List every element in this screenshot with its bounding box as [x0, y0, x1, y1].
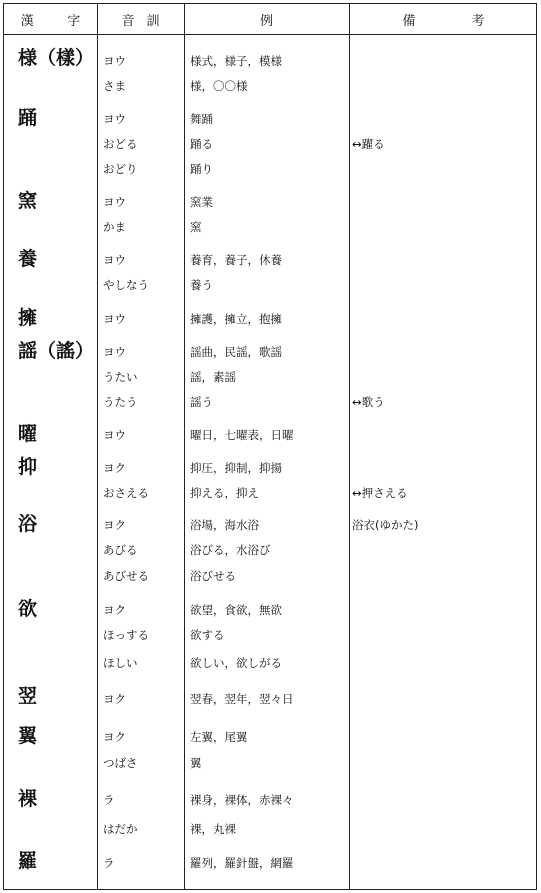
kanji-cell: 窯 — [18, 190, 38, 212]
header-kanji-char: 字 — [67, 13, 81, 29]
kanji-cell: 踊 — [18, 107, 38, 129]
example-cell: 浴びせる — [190, 569, 236, 583]
reading-cell: ラ — [103, 856, 115, 870]
header-notes — [349, 4, 538, 34]
reading-cell: つばさ — [103, 756, 138, 770]
reading-cell: ヨウ — [103, 253, 126, 267]
reading-cell: うたう — [103, 395, 138, 409]
header-example — [184, 4, 349, 34]
example-cell: 窯業 — [190, 195, 213, 209]
example-cell: 謡う — [190, 395, 213, 409]
reading-cell: うたい — [103, 370, 138, 384]
example-cell: 養う — [190, 278, 213, 292]
example-cell: 浴びる，水浴び — [190, 543, 271, 557]
reading-cell: ヨク — [103, 518, 126, 532]
example-cell: 欲する — [190, 628, 225, 642]
reading-cell: ラ — [103, 793, 115, 807]
example-cell: 擁護，擁立，抱擁 — [190, 312, 282, 326]
kanji-cell: 抑 — [18, 456, 38, 478]
header-reading — [97, 4, 184, 34]
reading-cell: ヨク — [103, 730, 126, 744]
reading-cell: おどり — [103, 162, 138, 176]
example-cell: 翌春，翌年，翌々日 — [190, 692, 294, 706]
header-notes-char: 備 — [402, 13, 416, 29]
reading-cell: はだか — [103, 822, 138, 836]
kanji-table — [3, 3, 537, 890]
example-cell: 窯 — [190, 220, 202, 234]
column-divider — [349, 4, 350, 889]
reading-cell: さま — [103, 79, 126, 93]
kanji-cell: 擁 — [18, 307, 38, 329]
reading-cell: あびせる — [103, 569, 149, 583]
example-cell: 翼 — [190, 756, 202, 770]
example-cell: 謡曲，民謡，歌謡 — [190, 345, 282, 359]
kanji-cell: 欲 — [18, 598, 38, 620]
reading-cell: ヨウ — [103, 345, 126, 359]
kanji-cell: 浴 — [18, 513, 38, 535]
column-divider — [97, 4, 98, 889]
reading-cell: ヨウ — [103, 195, 126, 209]
example-cell: 踊る — [190, 137, 213, 151]
example-cell: 左翼，尾翼 — [190, 730, 248, 744]
example-cell: 欲しい，欲しがる — [190, 656, 282, 670]
reading-cell: かま — [103, 220, 126, 234]
reading-cell: ヨク — [103, 603, 126, 617]
note-cell: ↔押さえる — [352, 486, 408, 500]
note-cell: 浴衣(ゆかた) — [352, 518, 419, 532]
example-cell: 裸身，裸体，赤裸々 — [190, 793, 294, 807]
reading-cell: あびる — [103, 543, 138, 557]
reading-cell: ヨク — [103, 692, 126, 706]
example-cell: 羅列，羅針盤，網羅 — [190, 856, 294, 870]
example-cell: 養育，養子，休養 — [190, 253, 282, 267]
reading-cell: ヨウ — [103, 312, 126, 326]
header-kanji — [4, 4, 97, 34]
kanji-cell: 翌 — [18, 685, 38, 707]
example-cell: 裸，丸裸 — [190, 822, 236, 836]
example-cell: 抑える，抑え — [190, 486, 259, 500]
example-cell: 欲望，食欲，無欲 — [190, 603, 282, 617]
example-cell: 踊り — [190, 162, 213, 176]
example-cell: 曜日，七曜表，日曜 — [190, 428, 294, 442]
example-cell: 謡，素謡 — [190, 370, 236, 384]
kanji-cell: 裸 — [18, 788, 38, 810]
kanji-cell: 養 — [18, 248, 38, 270]
kanji-cell: 様（樣） — [18, 47, 95, 69]
reading-cell: ほっする — [103, 628, 149, 642]
example-cell: 様式，様子，模様 — [190, 54, 282, 68]
reading-cell: ヨウ — [103, 54, 126, 68]
reading-cell: ヨク — [103, 461, 126, 475]
example-cell: 様，〇〇様 — [190, 79, 248, 93]
header-example-text: 例 — [259, 13, 273, 29]
example-cell: 舞踊 — [190, 112, 213, 126]
reading-cell: おどる — [103, 137, 138, 151]
header-reading-char: 音 — [121, 13, 135, 29]
column-divider — [184, 4, 185, 889]
kanji-cell: 翼 — [18, 725, 38, 747]
kanji-cell: 曜 — [18, 423, 38, 445]
reading-cell: ヨウ — [103, 428, 126, 442]
header-kanji-char: 漢 — [20, 13, 34, 29]
header-notes-char: 考 — [471, 13, 485, 29]
reading-cell: ヨウ — [103, 112, 126, 126]
reading-cell: ほしい — [103, 656, 138, 670]
header-reading-char: 訓 — [146, 13, 160, 29]
reading-cell: やしなう — [103, 278, 149, 292]
kanji-cell: 羅 — [18, 850, 38, 872]
header-divider — [4, 34, 536, 35]
example-cell: 浴場，海水浴 — [190, 518, 259, 532]
note-cell: ↔躍る — [352, 137, 385, 151]
kanji-cell: 謡（謠） — [18, 340, 95, 362]
reading-cell: おさえる — [103, 486, 149, 500]
note-cell: ↔歌う — [352, 395, 385, 409]
example-cell: 抑圧，抑制，抑揚 — [190, 461, 282, 475]
